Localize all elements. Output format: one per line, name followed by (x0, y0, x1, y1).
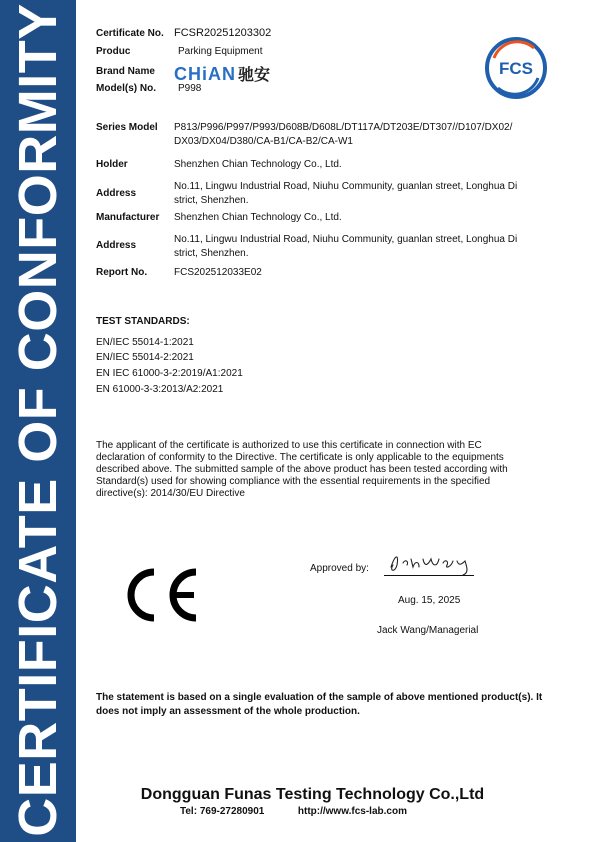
holder-address-line2: strict, Shenzhen. (174, 195, 249, 206)
test-standards-heading: TEST STANDARDS: (96, 316, 190, 327)
brand-logo (174, 62, 270, 85)
series-model-label: Series Model (96, 122, 158, 133)
signer-name-title: Jack Wang/Managerial (377, 625, 479, 636)
standard-item: EN IEC 61000-3-2:2019/A1:2021 (96, 368, 243, 379)
approval-date: Aug. 15, 2025 (398, 595, 461, 606)
declaration-line: Standard(s) used for showing compliance with the essential requirements in the specified (96, 476, 491, 487)
holder-address-line1: No.11, Lingwu Industrial Road, Niuhu Community, guanlan street, Longhua Di (174, 181, 518, 192)
declaration-line: declaration of conformity to the Directive. The certificate is only applicable to the equipments (96, 452, 504, 463)
issuer-company-name: Dongguan Funas Testing Technology Co.,Ltd (140, 786, 485, 803)
manufacturer-value: Shenzhen Chian Technology Co., Ltd. (174, 212, 342, 223)
manufacturer-address-line1: No.11, Lingwu Industrial Road, Niuhu Community, guanlan street, Longhua Di (174, 234, 518, 245)
standard-item: EN/IEC 55014-2:2021 (96, 352, 194, 363)
issuer-phone: Tel: 769-27280901 (180, 806, 265, 817)
side-banner-text: CERTIFICATE OF CONFORMITY (8, 3, 68, 837)
brand-name-label: Brand Name (96, 66, 155, 77)
standard-item: EN/IEC 55014-1:2021 (96, 337, 194, 348)
holder-address-label: Address (96, 188, 137, 199)
series-model-line2: DX03/DX04/D380/CA-B1/CA-B2/CA-W1 (174, 136, 353, 147)
declaration-line: described above. The submitted sample of the above product has been tested according with (96, 464, 508, 475)
statement-line2: does not imply an assessment of the whole production. (96, 706, 360, 717)
product-value: Parking Equipment (178, 46, 263, 57)
model-no-label: Model(s) No. (96, 83, 156, 94)
brand-latin: CHiAN (174, 64, 236, 84)
series-model-line1: P813/P996/P997/P993/D608B/D608L/DT117A/DT203E/DT307//D107/DX02/ (174, 122, 513, 133)
certificate-no-value: FCSR20251203302 (174, 27, 272, 39)
issuer-contact (180, 806, 407, 817)
model-no-value: P998 (178, 83, 202, 94)
statement-line1: The statement is based on a single evaluation of the sample of above mentioned product(s). It (96, 692, 543, 703)
product-label: Produc (96, 46, 131, 57)
fcs-logo-text: FCS (499, 59, 533, 78)
report-no-label: Report No. (96, 267, 148, 278)
issuer-website[interactable]: http://www.fcs-lab.com (297, 806, 407, 817)
holder-value: Shenzhen Chian Technology Co., Ltd. (174, 159, 342, 170)
declaration-line: The applicant of the certificate is authorized to use this certificate in connection with EC (96, 440, 482, 451)
report-no-value: FCS202512033E02 (174, 267, 262, 278)
brand-chinese: 驰安 (238, 67, 271, 84)
approved-by-label: Approved by: (310, 563, 369, 574)
manufacturer-label: Manufacturer (96, 212, 160, 223)
signature-line (384, 575, 474, 576)
manufacturer-address-label: Address (96, 240, 137, 251)
side-banner (0, 0, 76, 842)
declaration-line: directive(s): 2014/30/EU Directive (96, 488, 245, 499)
holder-label: Holder (96, 159, 128, 170)
ce-mark-icon (122, 566, 202, 624)
declaration-paragraph (96, 440, 558, 500)
manufacturer-address-line2: strict, Shenzhen. (174, 248, 249, 259)
fcs-lab-logo-icon (484, 36, 548, 100)
certificate-no-label: Certificate No. (96, 28, 164, 39)
standard-item: EN 61000-3-3:2013/A2:2021 (96, 384, 224, 395)
signature-icon (385, 549, 477, 577)
